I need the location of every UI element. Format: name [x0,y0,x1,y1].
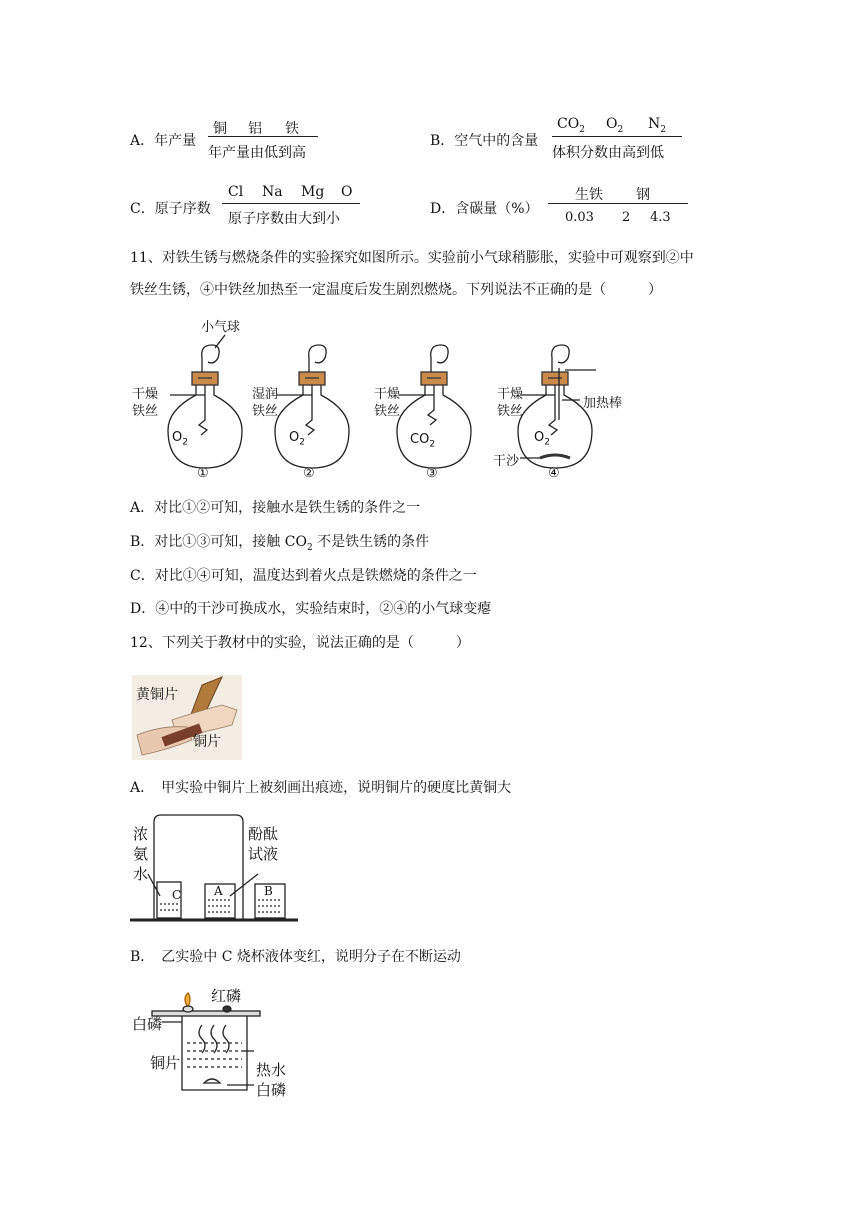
flask-3-gas: $CO_2$ [410,432,436,450]
q12-figure-b-ammonia-3: 水 [133,865,149,883]
flask-2-drawing [275,345,349,468]
q10-option-b-co2: $CO_2$ [557,116,585,135]
q10-option-d-label: D．含碳量（%） [430,201,539,217]
q12-figure-a-label-copper: 铜片 [193,734,221,750]
q10-option-c-axis [222,203,360,204]
q11-stem-line-2: 铁丝生锈，④中铁丝加热至一定温度后发生剧烈燃烧。下列说法不正确的是（ ） [130,282,662,298]
q12-option-a: A． 甲实验中铜片上被刻画出痕迹，说明铜片的硬度比黄铜大 [130,780,512,796]
q12-figure-b-phenolphthalein-1: 酚酞 [248,825,279,843]
q12-figure-b-beaker-c: C [172,888,182,902]
q12-option-b: B． 乙实验中 C 烧杯液体变红，说明分子在不断运动 [130,949,461,965]
q10-option-a-label: A．年产量 [130,133,197,149]
flask-3-wire-label-2: 铁丝 [374,404,401,419]
flask-3-wire-label: 干燥 [374,387,401,402]
q10-option-b-caption: 体积分数由高到低 [552,145,664,161]
q12-figure-c-white-phosphorus-top: 白磷 [132,1015,163,1033]
flask-2-number: ② [303,466,315,481]
q10-option-a-caption: 年产量由低到高 [208,145,306,161]
q10-option-c-label: C．原子序数 [130,201,211,217]
q11-option-d: D．④中的干沙可换成水，实验结束时，②④的小气球变瘪 [130,601,492,617]
q12-figure-b-beaker-b: B [264,884,273,898]
q10-option-c-caption: 原子序数由大到小 [228,211,340,227]
q11-option-b: B．对比①③可知，接触 $CO_2$ 不是铁生锈的条件 [130,534,430,553]
q10-option-c-item-1: Cl [228,184,244,200]
q10-option-d-tick-3: 4.3 [650,210,671,225]
q12-figure-c-white-phosphorus-bottom: 白磷 [256,1081,287,1099]
flask-2-gas: $O_2$ [289,430,305,448]
q12-figure-b-beaker-a: A [214,884,223,898]
q10-option-c-item-2: Na [262,184,283,200]
q10-option-c-item-3: Mg [301,184,325,200]
q10-option-d-item-2: 钢 [636,187,650,203]
flask-4-wire-label-2: 铁丝 [497,404,524,419]
q12-figure-c-copper-sheet: 铜片 [150,1054,181,1072]
q10-option-b-n2: $N_2$ [648,116,666,135]
q10-option-b-label: B．空气中的含量 [430,133,539,149]
q12-figure-b-ammonia-2: 氨 [133,845,149,863]
flask-2-wire-label-2: 铁丝 [252,404,279,419]
q11-balloon-label: 小气球 [201,320,241,335]
q10-option-d-item-1: 生铁 [575,187,603,203]
q12-stem: 12、下列关于教材中的实验，说法正确的是（ ） [130,635,470,651]
q10-option-a-item-1: 铜 [213,121,227,137]
q10-option-d-axis [548,203,688,204]
q10-option-d-tick-1: 0.03 [565,210,594,225]
flask-4-gas: $O_2$ [534,430,550,448]
flask-1-gas: $O_2$ [172,430,188,448]
flask-4-sand-label: 干沙 [493,454,520,469]
q10-option-a-item-2: 铝 [248,121,262,137]
q12-figure-c-red-phosphorus: 红磷 [211,987,242,1005]
flask-3-number: ③ [426,466,438,481]
flask-1-number: ① [197,466,209,481]
flask-2-wire-label: 湿润 [252,387,279,402]
q10-option-d-tick-2: 2 [622,210,631,225]
q11-option-a: A．对比①②可知，接触水是铁生锈的条件之一 [130,500,421,516]
flask-4-rod-label: 加热棒 [583,396,623,411]
flask-1-drawing [168,335,242,468]
q12-figure-c-hot-water: 热水 [256,1061,287,1079]
q11-stem-line-1: 11、对铁生锈与燃烧条件的实验探究如图所示。实验前小气球稍膨胀，实验中可观察到②中 [130,250,694,266]
q12-figure-a-label-brass: 黄铜片 [136,684,178,704]
q12-figure-b-ammonia-1: 浓 [133,825,149,843]
q10-option-a-axis [208,136,318,137]
q10-option-b-axis [552,136,682,137]
q11-option-c: C．对比①④可知，温度达到着火点是铁燃烧的条件之一 [130,568,477,584]
flask-1-wire-label-2: 铁丝 [132,404,159,419]
q10-option-c-item-4: O [341,184,353,200]
q12-figure-b-phenolphthalein-2: 试液 [248,845,279,863]
q10-option-b-o2: $O_2$ [606,116,624,135]
flask-4-number: ④ [548,466,560,481]
flask-1-wire-label: 干燥 [132,387,159,402]
q10-option-a-item-3: 铁 [285,121,299,137]
flask-4-wire-label: 干燥 [497,387,524,402]
